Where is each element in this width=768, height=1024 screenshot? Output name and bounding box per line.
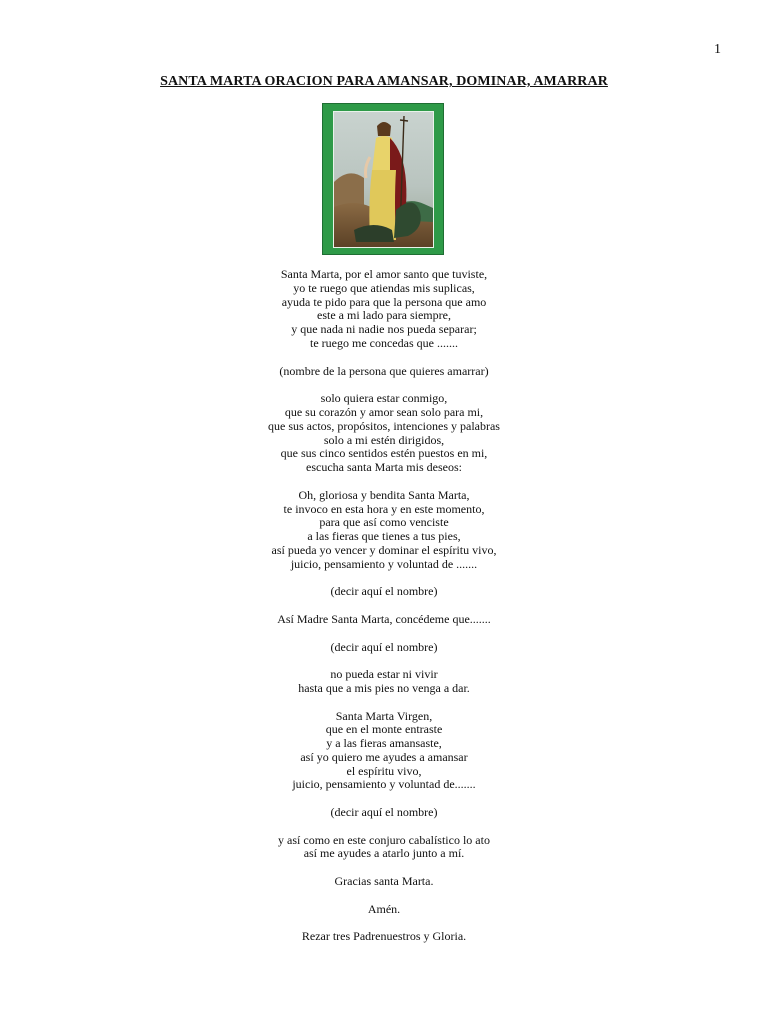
prayer-stanza — [0, 710, 768, 793]
prayer-line: (decir aquí el nombre) — [330, 805, 438, 820]
prayer-line: este a mi lado para siempre, — [317, 308, 451, 323]
prayer-stanza — [0, 903, 768, 917]
prayer-line: así me ayudes a atarlo junto a mí. — [303, 846, 465, 861]
prayer-line: y que nada ni nadie nos pueda separar; — [291, 322, 477, 337]
prayer-stanza — [0, 806, 768, 820]
prayer-line: que sus cinco sentidos estén puestos en mi, — [280, 446, 488, 461]
prayer-line: (decir aquí el nombre) — [330, 639, 438, 654]
prayer-line: escucha santa Marta mis deseos: — [306, 460, 462, 475]
prayer-stanza — [0, 365, 768, 379]
prayer-line: que sus actos, propósitos, intenciones y palabras — [268, 418, 500, 433]
prayer-line: Santa Marta, por el amor santo que tuviste, — [280, 267, 488, 281]
saint-illustration — [334, 112, 433, 247]
prayer-stanza — [0, 585, 768, 599]
prayer-line: el espíritu vivo, — [346, 763, 422, 778]
prayer-line: te ruego me concedas que ....... — [310, 335, 458, 350]
prayer-line: yo te ruego que atiendas mis suplicas, — [293, 280, 475, 295]
prayer-line: Así Madre Santa Marta, concédeme que....... — [277, 611, 491, 626]
prayer-line: y a las fieras amansaste, — [326, 736, 442, 751]
prayer-stanza — [0, 641, 768, 655]
prayer-text — [0, 268, 768, 958]
prayer-line: para que así como venciste — [319, 515, 449, 530]
prayer-line: Amén. — [367, 901, 401, 916]
prayer-stanza — [0, 613, 768, 627]
prayer-line: hasta que a mis pies no venga a dar. — [298, 680, 470, 695]
prayer-stanza — [0, 930, 768, 944]
saint-image-frame — [322, 103, 444, 255]
prayer-line: juicio, pensamiento y voluntad de....... — [292, 777, 476, 792]
prayer-line: (decir aquí el nombre) — [330, 584, 438, 599]
prayer-stanza — [0, 834, 768, 862]
prayer-stanza — [0, 489, 768, 572]
prayer-line: Gracias santa Marta. — [334, 874, 434, 889]
prayer-stanza — [0, 875, 768, 889]
prayer-line: ayuda te pido para que la persona que amo — [281, 294, 487, 309]
prayer-line: juicio, pensamiento y voluntad de ....... — [290, 556, 478, 571]
prayer-line: que su corazón y amor sean solo para mi, — [284, 404, 484, 419]
prayer-line: solo quiera estar conmigo, — [320, 391, 448, 406]
prayer-stanza — [0, 392, 768, 475]
prayer-line: así yo quiero me ayudes a amansar — [300, 749, 468, 764]
document-title: SANTA MARTA ORACION PARA AMANSAR, DOMINAR, AMARRAR — [160, 74, 608, 89]
prayer-line: así pueda yo vencer y dominar el espíritu vivo, — [271, 542, 497, 557]
prayer-line: Santa Marta Virgen, — [335, 708, 433, 723]
prayer-stanza — [0, 268, 768, 351]
prayer-line: te invoco en esta hora y en este momento, — [283, 501, 485, 516]
prayer-line: Rezar tres Padrenuestros y Gloria. — [301, 929, 467, 944]
prayer-stanza — [0, 668, 768, 696]
prayer-line: (nombre de la persona que quieres amarrar) — [279, 363, 489, 378]
saint-image — [333, 111, 434, 248]
prayer-line: Oh, gloriosa y bendita Santa Marta, — [298, 487, 470, 502]
prayer-line: que en el monte entraste — [325, 722, 443, 737]
prayer-line: no pueda estar ni vivir — [330, 667, 438, 682]
prayer-line: y así como en este conjuro cabalístico lo ato — [278, 832, 490, 847]
page-number: 1 — [714, 42, 721, 57]
prayer-line: a las fieras que tienes a tus pies, — [307, 529, 461, 544]
prayer-line: solo a mi estén dirigidos, — [323, 432, 445, 447]
